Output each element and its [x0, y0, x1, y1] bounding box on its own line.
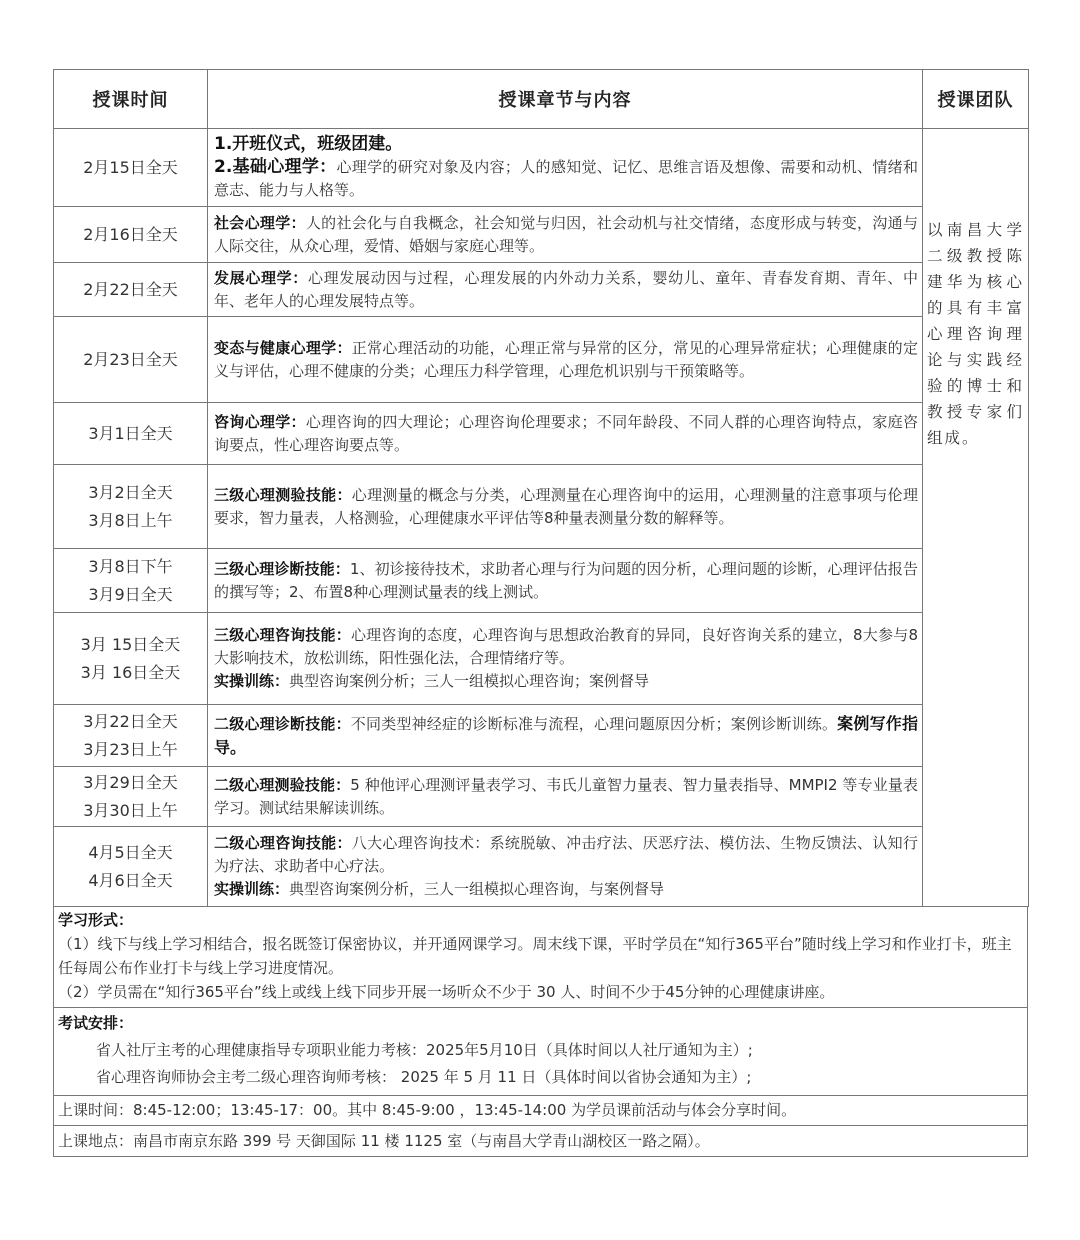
- date-line: 3月9日全天: [88, 584, 173, 604]
- content-paragraph: [214, 624, 918, 670]
- topic-text: 1、初诊接待技术，求助者心理与行为问题的因分析，心理问题的诊断，心理评估报告的撰写等；2、布置8种心理测试量表的线上测试。: [214, 559, 918, 601]
- session-date: [54, 767, 208, 827]
- header-team: 授课团队: [923, 70, 1029, 129]
- session-date: [54, 705, 208, 767]
- table-row: [54, 465, 1029, 549]
- study-item-2: （2）学员需在“知行365平台”线上或线上线下同步开展一场听众不少于 30 人、时间不少于45分钟的心理健康讲座。: [58, 983, 835, 1001]
- session-date: [54, 613, 208, 705]
- content-paragraph: [214, 558, 918, 604]
- topic-title: 变态与健康心理学：: [214, 338, 352, 357]
- exam-title: 考试安排：: [58, 1014, 134, 1032]
- session-date: [54, 465, 208, 549]
- topic-title: 三级心理咨询技能：: [214, 626, 351, 644]
- content-paragraph: [214, 670, 918, 693]
- topic-text: 正常心理活动的功能，心理正常与异常的区分，常见的心理异常症状；心理健康的定义与评估，心理不健康的分类；心理压力科学管理，心理危机识别与干预策略等。: [214, 338, 918, 380]
- table-header-row: [54, 70, 1029, 129]
- topic-text: 典型咨询案例分析；三人一组模拟心理咨询；案例督导: [289, 672, 650, 690]
- date-line: 4月6日全天: [88, 870, 173, 890]
- study-form-section: [53, 906, 1028, 1008]
- topic-title: 二级心理咨询技能：: [214, 834, 352, 852]
- study-item-1: （1）线下与线上学习相结合，报名既签订保密协议，并开通网课学习。周末线下课，平时学员在“知行365平台”随时线上学习和作业打卡，班主任每周公布作业打卡与线上学习进度情况。: [58, 935, 1012, 977]
- class-time: 上课时间：8:45-12:00；13:45-17：00。其中 8:45-9:00 ，13:45-14:00 为学员课前活动与体会分享时间。: [54, 1096, 1027, 1126]
- class-place: 上课地点：南昌市南京东路 399 号 天御国际 11 楼 1125 室（与南昌大学青山湖校区一路之隔）。: [58, 1132, 710, 1150]
- session-date: [54, 263, 208, 317]
- topic-text: 八大心理咨询技术：系统脱敏、冲击疗法、厌恶疗法、模仿法、生物反馈法、认知行为疗法、求助者中心疗法。: [214, 834, 918, 875]
- topic-title: 社会心理学：: [214, 213, 306, 232]
- date-line: 3月23日上午: [83, 739, 178, 759]
- topic-tail: 案例写作指导。: [214, 713, 918, 757]
- table-row: [54, 317, 1029, 403]
- topic-title: 二级心理测验技能：: [214, 775, 351, 794]
- header-time: 授课时间: [54, 70, 208, 129]
- date-line: 3月8日下午: [88, 556, 173, 576]
- session-content: [208, 263, 923, 317]
- content-paragraph: [214, 484, 918, 530]
- date-line: 3月 16日全天: [80, 662, 181, 682]
- date-line: 4月5日全天: [88, 842, 173, 862]
- topic-title: 咨询心理学：: [214, 412, 306, 431]
- table-row: [54, 549, 1029, 613]
- table-row: [54, 613, 1029, 705]
- study-title: 学习形式：: [58, 911, 134, 929]
- content-paragraph: [214, 337, 918, 383]
- topic-title: 实操训练：: [214, 880, 290, 898]
- topic-text: 心理测量的概念与分类，心理测量在心理咨询中的运用，心理测量的注意事项与伦理要求，智力量表，人格测验，心理健康水平评估等8种量表测量分数的解释等。: [214, 485, 918, 527]
- table-row: [54, 403, 1029, 465]
- date-line: 2月22日全天: [83, 279, 178, 299]
- session-date: [54, 129, 208, 207]
- topic-text: 人的社会化与自我概念，社会知觉与归因，社会动机与社交情绪，态度形成与转变，沟通与人际交往，从众心理，爱情、婚姻与家庭心理等。: [214, 213, 918, 255]
- session-content: [208, 827, 923, 907]
- table-row: [54, 767, 1029, 827]
- class-info-section: [53, 1096, 1028, 1157]
- date-line: 2月16日全天: [83, 224, 178, 244]
- exam-item-1: 省人社厅主考的心理健康指导专项职业能力考核：2025年5月10日（具体时间以人社厅通知为主）;: [96, 1041, 753, 1059]
- topic-text: 心理发展动因与过程，心理发展的内外动力关系，婴幼儿、童年、青春发育期、青年、中年、老年人的心理发展特点等。: [214, 268, 918, 310]
- schedule-table: [53, 69, 1029, 907]
- topic-text: 心理咨询的态度，心理咨询与思想政治教育的异同，良好咨询关系的建立，8大参与8大影响技术，放松训练，阳性强化法，合理情绪疗等。: [214, 626, 918, 667]
- topic-title: 三级心理诊断技能：: [214, 559, 350, 578]
- content-paragraph: [214, 774, 918, 820]
- table-row: [54, 705, 1029, 767]
- date-line: 3月30日上午: [83, 800, 178, 820]
- session-content: [208, 465, 923, 549]
- session-content: [208, 403, 923, 465]
- session-date: [54, 827, 208, 907]
- session-content: [208, 317, 923, 403]
- session-content: [208, 207, 923, 263]
- content-paragraph: [214, 832, 918, 878]
- session-content: [208, 705, 923, 767]
- table-row: [54, 207, 1029, 263]
- session-date: [54, 317, 208, 403]
- teaching-team: 以南昌大学二级教授陈建华为核心的具有丰富心理咨询理论与实践经验的博士和教授专家们组成。: [923, 129, 1029, 907]
- date-line: 3月29日全天: [83, 772, 178, 792]
- content-paragraph: [214, 878, 918, 901]
- topic-text: 典型咨询案例分析，三人一组模拟心理咨询，与案例督导: [289, 880, 665, 898]
- date-line: 2月23日全天: [83, 349, 178, 369]
- content-paragraph: [214, 133, 918, 156]
- content-paragraph: [214, 267, 918, 313]
- date-line: 3月1日全天: [88, 423, 173, 443]
- topic-title: 发展心理学：: [214, 268, 308, 287]
- session-content: [208, 549, 923, 613]
- topic-title: 三级心理测验技能：: [214, 485, 352, 504]
- session-content: [208, 767, 923, 827]
- content-paragraph: [214, 212, 918, 258]
- date-line: 3月2日全天: [88, 482, 173, 502]
- table-row: [54, 129, 1029, 207]
- date-line: 3月8日上午: [88, 510, 173, 530]
- session-date: [54, 403, 208, 465]
- table-row: [54, 263, 1029, 317]
- topic-text: 心理学的研究对象及内容；人的感知觉、记忆、思维言语及想像、需要和动机、情绪和意志、能力与人格等。: [214, 158, 918, 199]
- exam-item-2: 省心理咨询师协会主考二级心理咨询师考核： 2025 年 5 月 11 日（具体时间以省协会通知为主）;: [96, 1068, 752, 1086]
- table-row: [54, 827, 1029, 907]
- topic-title: 2.基础心理学：: [214, 157, 337, 177]
- topic-title: 1.开班仪式，班级团建。: [214, 134, 403, 154]
- topic-title: 实操训练：: [214, 672, 290, 690]
- header-content: 授课章节与内容: [208, 70, 923, 129]
- session-date: [54, 207, 208, 263]
- session-content: [208, 129, 923, 207]
- topic-text: 5 种他评心理测评量表学习、韦氏儿童智力量表、智力量表指导、MMPI2 等专业量表学习。测试结果解读训练。: [214, 775, 918, 817]
- content-paragraph: [214, 411, 918, 457]
- topic-title: 二级心理诊断技能：: [214, 714, 351, 733]
- session-content: [208, 613, 923, 705]
- date-line: 3月22日全天: [83, 711, 178, 731]
- topic-text: 不同类型神经症的诊断标准与流程，心理问题原因分析；案例诊断训练。: [350, 714, 838, 733]
- exam-section: [53, 1008, 1028, 1096]
- date-line: 3月 15日全天: [80, 634, 181, 654]
- session-date: [54, 549, 208, 613]
- topic-text: 心理咨询的四大理论；心理咨询伦理要求；不同年龄段、不同人群的心理咨询特点，家庭咨询要点，性心理咨询要点等。: [214, 412, 918, 454]
- content-paragraph: [214, 156, 918, 202]
- content-paragraph: [214, 712, 918, 760]
- date-line: 2月15日全天: [83, 157, 178, 177]
